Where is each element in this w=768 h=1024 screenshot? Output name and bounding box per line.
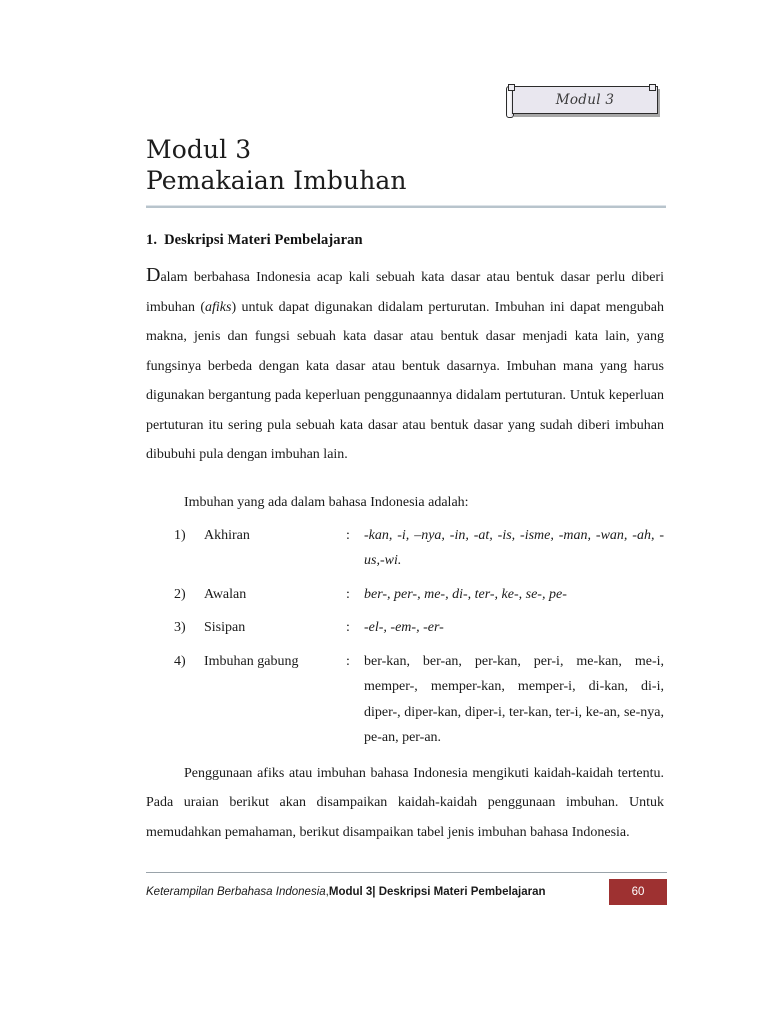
section-number: 1. bbox=[146, 232, 158, 248]
list-item-value: ber-kan, ber-an, per-kan, per-i, me-kan, me-i, memper-, memper-kan, memper-i, di-kan, di-i, diper-, diper-kan, diper-i, ter-kan, ter-i, ke-an, se-nya, pe-an, per-an. bbox=[364, 653, 664, 745]
footer-module-label: Modul 3| Deskripsi Materi Pembelajaran bbox=[328, 886, 546, 898]
drop-cap: D bbox=[146, 264, 161, 286]
intro-paragraph bbox=[146, 263, 664, 470]
page-title bbox=[146, 134, 666, 208]
list-item-colon: : bbox=[346, 620, 350, 635]
list-item-number: 3) bbox=[174, 620, 186, 635]
list-item-number: 1) bbox=[174, 527, 186, 543]
list-item-value: -kan, -i, –nya, -in, -at, -is, -isme, -man, -wan, -ah, -us,-wi. bbox=[364, 527, 664, 568]
list-item bbox=[174, 582, 664, 616]
banner-corner-tab-right-icon bbox=[649, 84, 656, 91]
list-item bbox=[174, 615, 664, 649]
title-line-module: Modul 3 bbox=[146, 135, 252, 164]
section-heading-label: Deskripsi Materi Pembelajaran bbox=[164, 232, 363, 248]
list-item-colon: : bbox=[346, 653, 350, 669]
footer-book-title: Keterampilan Berbahasa Indonesia bbox=[146, 886, 326, 898]
affix-list-table bbox=[174, 523, 664, 759]
footer-row bbox=[146, 879, 667, 905]
intro-italic-term: afiks bbox=[205, 299, 232, 315]
section-heading bbox=[146, 232, 664, 249]
affix-list-body bbox=[174, 523, 664, 759]
list-item bbox=[174, 649, 664, 759]
page-footer bbox=[146, 872, 667, 905]
list-item-label: Awalan bbox=[204, 586, 247, 602]
intro-text-part2: ) untuk dapat digunakan didalam perturutan. Imbuhan ini dapat mengubah makna, jenis dan fungsi sebuah kata dasar atau bentuk dasar menjadi kata lain, yang fungsinya berbeda dengan kata dasar atau bentuk dasarnya. Imbuhan mana yang harus digunakan bergantung pada keperluan penggunaannya didalam pertuturan. Untuk keperluan pertuturan itu sering pula sebuah kata dasar atau bentuk dasar yang sudah diberi imbuhan dibubuhi pula dengan imbuhan lain. bbox=[146, 299, 664, 462]
banner-corner-tab-left-icon bbox=[508, 84, 515, 91]
list-item-colon: : bbox=[346, 586, 350, 602]
list-item-value: -el-, -em-, -er- bbox=[364, 620, 444, 635]
list-item-label: Akhiran bbox=[204, 527, 250, 543]
banner-label: Modul 3 bbox=[555, 92, 615, 108]
list-item-label: Sisipan bbox=[204, 620, 246, 635]
footer-text bbox=[146, 879, 609, 905]
list-item-number: 2) bbox=[174, 586, 186, 602]
closing-paragraph: Penggunaan afiks atau imbuhan bahasa Indonesia mengikuti kaidah-kaidah tertentu. Pada uraian berikut akan disampaikan kaidah-kaidah penggunaan imbuhan. Untuk memudahkan pemahaman, berikut disampaikan tabel jenis imbuhan bahasa Indonesia. bbox=[146, 765, 664, 840]
list-item-value: ber-, per-, me-, di-, ter-, ke-, se-, pe- bbox=[364, 586, 567, 602]
intro-text-part1: alam berbahasa Indonesia acap kali sebuah kata dasar atau bentuk dasar perlu diberi imbuhan ( bbox=[146, 270, 664, 315]
list-item-label: Imbuhan gabung bbox=[204, 653, 299, 669]
list-intro-paragraph: Imbuhan yang ada dalam bahasa Indonesia adalah: bbox=[184, 494, 469, 510]
main-content bbox=[146, 232, 664, 847]
module-banner bbox=[506, 84, 658, 120]
page-number-badge: 60 bbox=[609, 879, 667, 905]
footer-divider bbox=[146, 872, 667, 873]
list-item-number: 4) bbox=[174, 653, 186, 669]
footer-separator: , bbox=[325, 886, 329, 898]
title-line-subject: Pemakaian Imbuhan bbox=[146, 166, 407, 195]
list-item-colon: : bbox=[346, 527, 350, 543]
title-divider bbox=[146, 205, 666, 208]
list-item bbox=[174, 523, 664, 582]
